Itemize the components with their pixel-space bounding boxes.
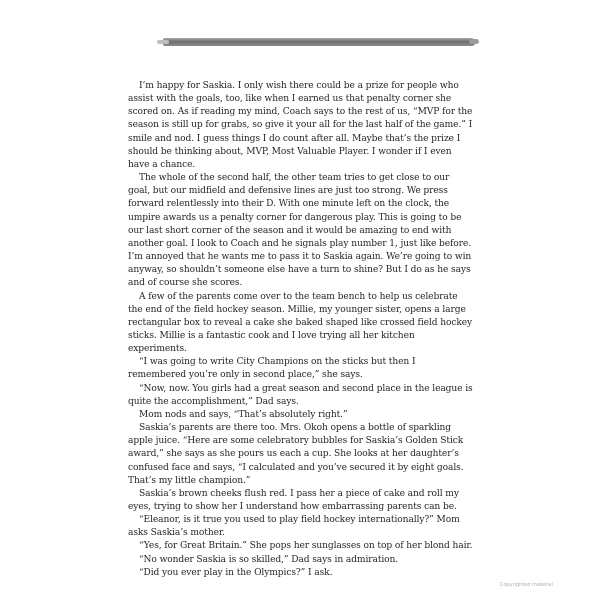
paragraph: “Now, now. You girls had a great season and second place in the league is quite the accomplishment,” Dad says. [128,383,473,407]
paragraph: “Did you ever play in the Olympics?” I ask. [139,567,333,578]
copyright-watermark: Copyrighted material [499,582,553,588]
paragraph: “I was going to write City Champions on the sticks but then I remembered you’re only in second place,” she says. [128,357,416,381]
paragraph: Mom nods and says, “That’s absolutely right.” [139,409,348,420]
paragraph: Saskia’s brown cheeks flush red. I pass her a piece of cake and roll my eyes, trying to show her I understand how embarrassing parents can be. [128,488,459,512]
paragraph: I’m happy for Saskia. I only wish there could be a prize for people who assist with the goals, too, like when I earned us that penalty corner she scored on. As if reading my mind, Coach says to the rest of us, “MVP for the season is still up for grabs, so give it your all for the last half of the game.” I smile and nod. I guess things I do count after all. Maybe that’s the prize I should be thinking about, MVP, Most Valuable Player. I wonder if I even have a chance. [128,81,473,170]
paragraph: “No wonder Saskia is so skilled,” Dad says in admiration. [139,554,399,565]
paragraph: A few of the parents come over to the team bench to help us celebrate the end of the field hockey season. Millie, my younger sister, opens a large rectangular box to reveal a cake she baked shaped like crossed field hockey sticks. Millie is a fantastic cook and I love trying all her kitchen experiments. [128,291,473,355]
decorative-brush-stroke [163,38,475,46]
paragraph: “Yes, for Great Britain.” She pops her sunglasses on top of her blond hair. [139,541,473,552]
paragraph: The whole of the second half, the other team tries to get close to our goal, but our midfield and defensive lines are just too strong. We press forward relentlessly into their D. With one minute left on the clock, the umpire awards us a penalty corner for dangerous play. This is going to be our last short corner of the season and it would be amazing to end with another goal. I look to Coach and he signals play number 1, just like before. I’m annoyed that he wants me to pass it to Saskia again. We’re going to win anyway, so shouldn’t someone else have a turn to shine? But I do as he says and of course she scores. [128,173,472,289]
paragraph: “Eleanor, is it true you used to play field hockey internationally?” Mom asks Saskia’s mother. [128,515,460,539]
paragraph: Saskia’s parents are there too. Mrs. Okoh opens a bottle of sparkling apple juice. “Here are some celebratory bubbles for Saskia’s Golden Stick award,” she says as she pours us each a cup. She looks at her daughter’s confused face and says, “I calculated and you’ve secured it by eight goals. That’s my little champion.” [128,423,464,486]
body-text [128,80,474,580]
